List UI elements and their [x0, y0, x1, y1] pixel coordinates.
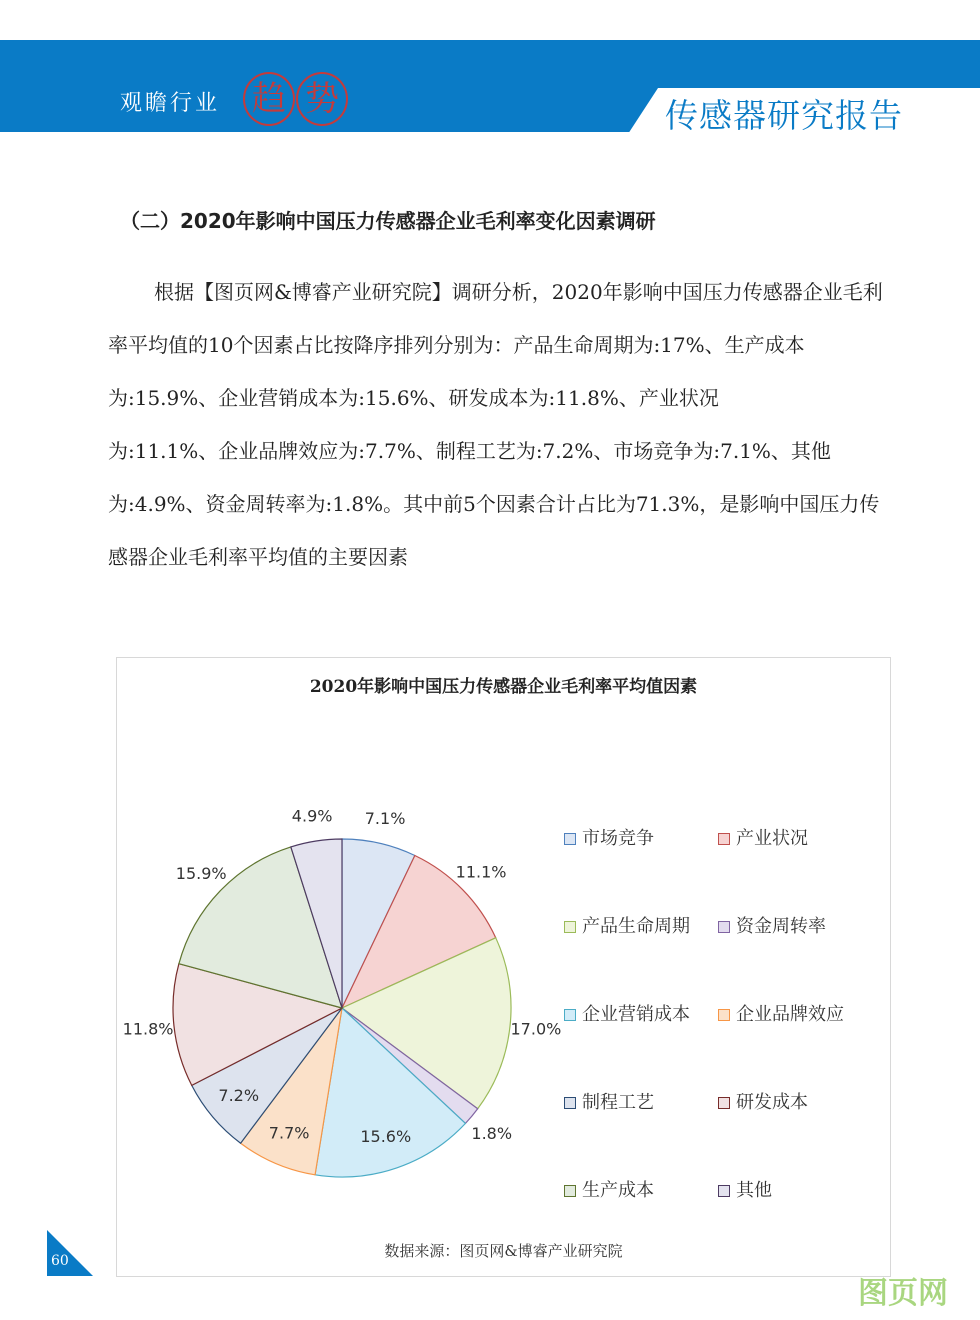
legend-swatch: [564, 921, 576, 933]
legend-swatch: [718, 921, 730, 933]
legend-label: 企业品牌效应: [736, 1004, 844, 1025]
legend-swatch: [564, 1009, 576, 1021]
legend-item: [564, 1176, 654, 1202]
data-label: 15.9%: [175, 864, 227, 884]
data-label: 15.6%: [360, 1126, 412, 1146]
legend-swatch: [718, 1097, 730, 1109]
chart-title: 2020年影响中国压力传感器企业毛利率平均值因素: [309, 677, 698, 697]
pie-svg: [117, 658, 892, 1278]
seal-logo: 趋: [243, 72, 295, 126]
data-label: 17.0%: [510, 1019, 562, 1039]
legend-label: 市场竞争: [582, 828, 654, 849]
report-title: 传感器研究报告: [665, 96, 903, 135]
data-label: 1.8%: [471, 1123, 513, 1143]
legend-item: [718, 1088, 808, 1114]
paragraph: 根据【图页网&博睿产业研究院】调研分析，2020年影响中国压力传感器企业毛利率平均值的10个因素占比按降序排列分别为：产品生命周期为:17%、生产成本为:15.9%、企业营销成本为:15.6%、研发成本为:11.8%、产业状况: [108, 280, 883, 410]
legend-swatch: [718, 1185, 730, 1197]
data-label: 11.1%: [455, 862, 507, 882]
legend-item: [564, 1000, 690, 1026]
legend-swatch: [718, 833, 730, 845]
legend-label: 其他: [736, 1180, 772, 1201]
legend-swatch: [718, 1009, 730, 1021]
legend-item: [564, 824, 654, 850]
legend-item: [718, 824, 808, 850]
legend-label: 研发成本: [736, 1092, 808, 1113]
data-label: 11.8%: [122, 1019, 174, 1039]
data-label: 7.7%: [268, 1123, 310, 1143]
pie-chart: [116, 657, 891, 1277]
legend-label: 产业状况: [736, 828, 808, 849]
legend-swatch: [564, 833, 576, 845]
legend-item: [718, 1176, 772, 1202]
header-left-text: 观瞻行业: [120, 91, 221, 116]
legend-label: 生产成本: [582, 1180, 654, 1201]
legend-swatch: [564, 1097, 576, 1109]
legend-label: 产品生命周期: [582, 916, 690, 937]
legend-item: [718, 912, 826, 938]
source-note: 数据来源：图页网&博睿产业研究院: [384, 1242, 623, 1260]
legend-label: 企业营销成本: [582, 1004, 690, 1025]
legend-label: 制程工艺: [582, 1092, 654, 1113]
page-number: 60: [51, 1253, 69, 1269]
data-label: 7.1%: [364, 808, 406, 828]
data-label: 4.9%: [291, 806, 333, 826]
section-title: （二）2020年影响中国压力传感器企业毛利率变化因素调研: [120, 209, 656, 233]
data-label: 7.2%: [218, 1086, 260, 1106]
paragraph: 为:11.1%、企业品牌效应为:7.7%、制程工艺为:7.2%、市场竞争为:7.1%、其他为:4.9%、资金周转率为:1.8%。其中前5个因素合计占比为71.3%，是影响中国压力传感器企业毛利率平均值的主要因素: [108, 439, 880, 569]
seal-logo: 势: [296, 72, 348, 126]
legend-item: [564, 912, 690, 938]
legend-item: [564, 1088, 654, 1114]
legend-label: 资金周转率: [736, 916, 826, 937]
watermark-logo: 图页网: [858, 1276, 948, 1311]
body-text: [108, 266, 888, 584]
legend-item: [718, 1000, 844, 1026]
legend-swatch: [564, 1185, 576, 1197]
